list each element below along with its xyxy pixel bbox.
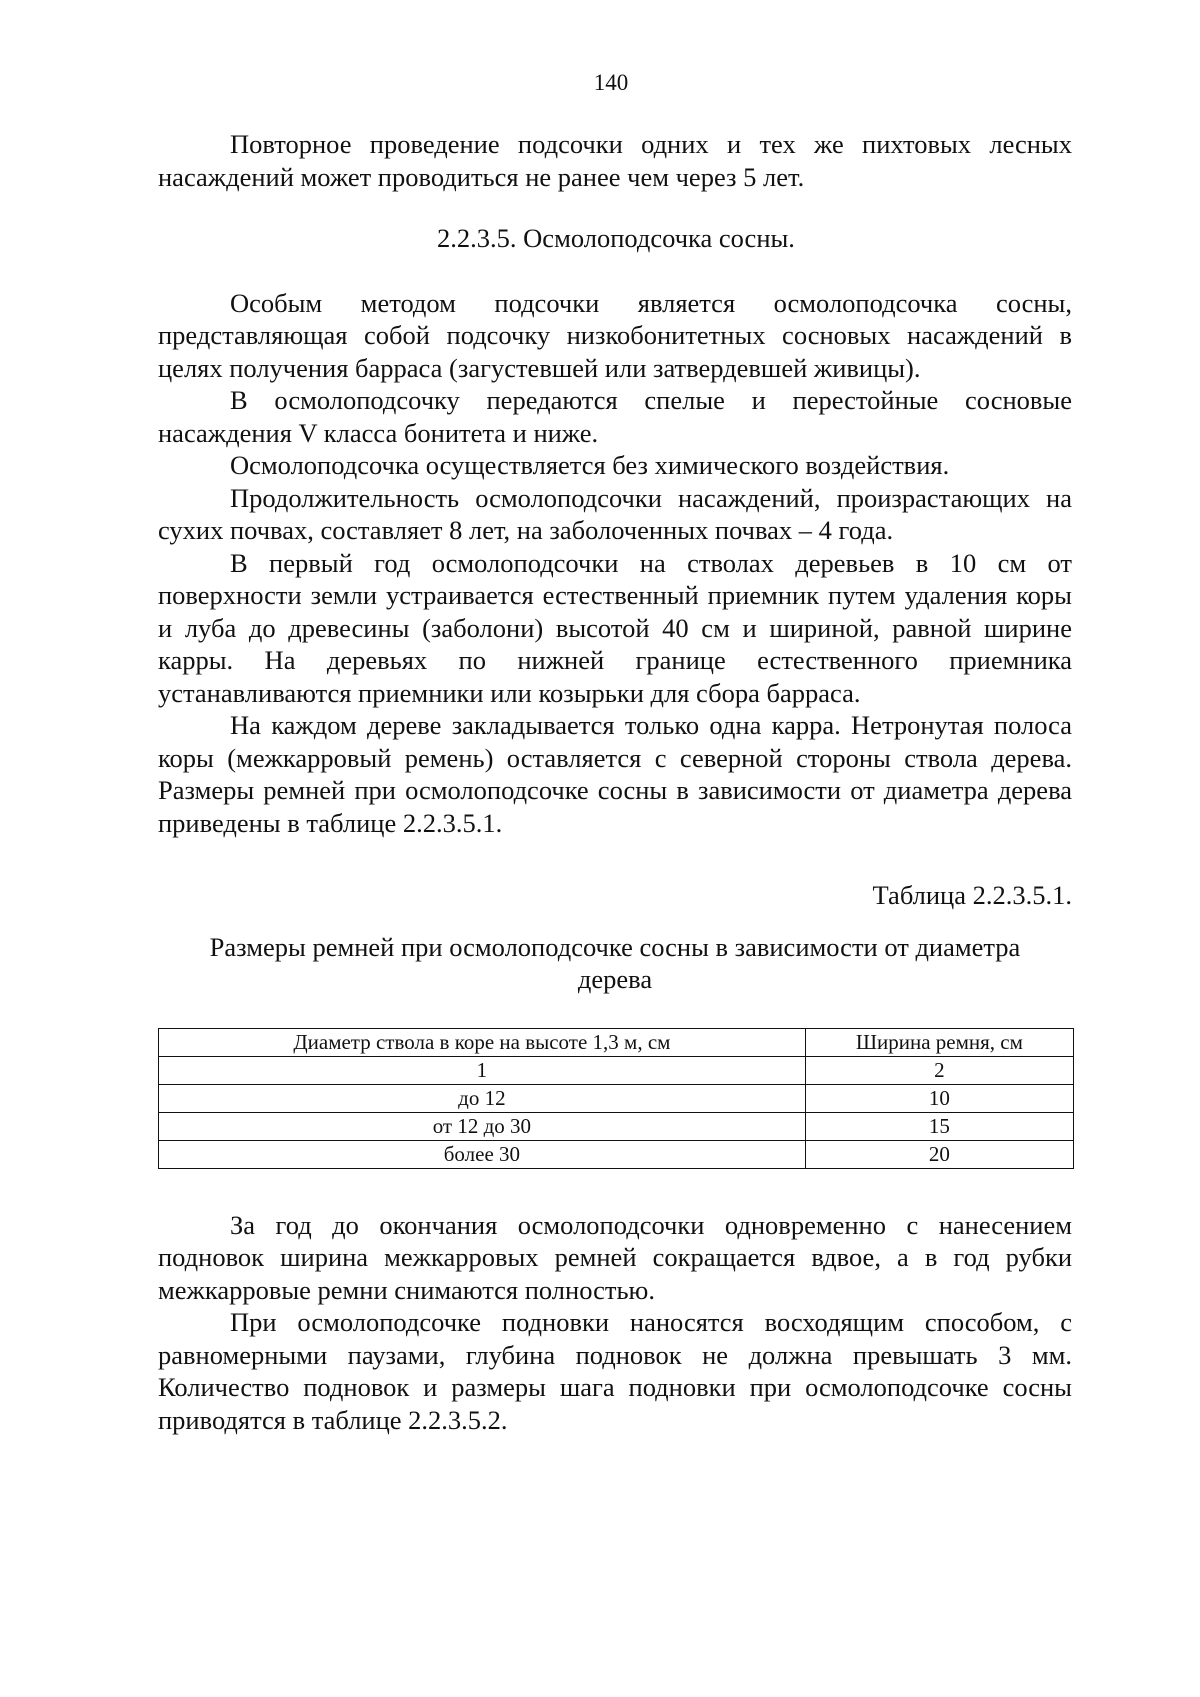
- table-header-row: [159, 1028, 1074, 1056]
- table-header-diameter: Диаметр ствола в коре на высоте 1,3 м, см: [159, 1028, 806, 1056]
- table-row: [159, 1140, 1074, 1168]
- table-column-number: 2: [805, 1056, 1073, 1084]
- body-paragraph: В осмолоподсочку передаются спелые и перестойные сосновые насаждения V класса бонитета и ниже.: [158, 385, 1072, 448]
- body-paragraph: На каждом дереве закладывается только одна карра. Нетронутая полоса коры (межкарровый ремень) оставляется с северной стороны ствола дерева. Размеры ремней при осмолоподсочке сосны в зависимости от диаметра дерева приведены в таблице 2.2.3.5.1.: [158, 710, 1072, 838]
- section-heading: 2.2.3.5. Осмолоподсочка сосны.: [437, 223, 795, 253]
- table-header-belt-width: Ширина ремня, см: [805, 1028, 1073, 1056]
- body-paragraph: Осмолоподсочка осуществляется без химического воздействия.: [230, 450, 950, 480]
- table-row: [159, 1084, 1074, 1112]
- page-number: 140: [593, 70, 629, 95]
- intro-paragraph: Повторное проведение подсочки одних и тех же пихтовых лесных насаждений может проводиться не ранее чем через 5 лет.: [158, 129, 1072, 192]
- table-row: [159, 1112, 1074, 1140]
- body-paragraph: В первый год осмолоподсочки на стволах деревьев в 10 см от поверхности земли устраивается естественный приемник путем удаления коры и луба до древесины (заболони) высотой 40 см и шириной, равной ширине карры. На деревьях по нижней границе естественного приемника устанавливаются приемники или козырьки для сбора барраса.: [158, 547, 1072, 708]
- table-title: Размеры ремней при осмолоподсочке сосны в зависимости от диаметра дерева: [209, 931, 1021, 994]
- table-cell-belt-width: 15: [805, 1112, 1073, 1140]
- table-column-number: 1: [159, 1056, 806, 1084]
- table-cell-diameter: от 12 до 30: [159, 1112, 806, 1140]
- body-paragraph: Особым методом подсочки является осмолоподсочка сосны, представляющая собой подсочку низкобонитетных сосновых насаждений в целях получения барраса (загустевшей или затвердевшей живицы).: [158, 287, 1072, 383]
- body-paragraph: Продолжительность осмолоподсочки насаждений, произрастающих на сухих почвах, составляет 8 лет, на заболоченных почвах – 4 года.: [158, 482, 1072, 545]
- body-paragraph: За год до окончания осмолоподсочки одновременно с нанесением подновок ширина межкарровых ремней сокращается вдвое, а в год рубки межкарровые ремни снимаются полностью.: [158, 1209, 1072, 1305]
- table-cell-diameter: более 30: [159, 1140, 806, 1168]
- table-label: Таблица 2.2.3.5.1.: [872, 880, 1072, 910]
- document-body: [158, 128, 1072, 1436]
- table-cell-belt-width: 10: [805, 1084, 1073, 1112]
- table-column-number-row: [159, 1056, 1074, 1084]
- table-cell-diameter: до 12: [159, 1084, 806, 1112]
- belt-width-table: [158, 1028, 1074, 1169]
- table-cell-belt-width: 20: [805, 1140, 1073, 1168]
- body-paragraph: При осмолоподсочке подновки наносятся восходящим способом, с равномерными паузами, глубина подновок не должна превышать 3 мм. Количество подновок и размеры шага подновки при осмолоподсочке сосны приводятся в таблице 2.2.3.5.2.: [158, 1307, 1072, 1435]
